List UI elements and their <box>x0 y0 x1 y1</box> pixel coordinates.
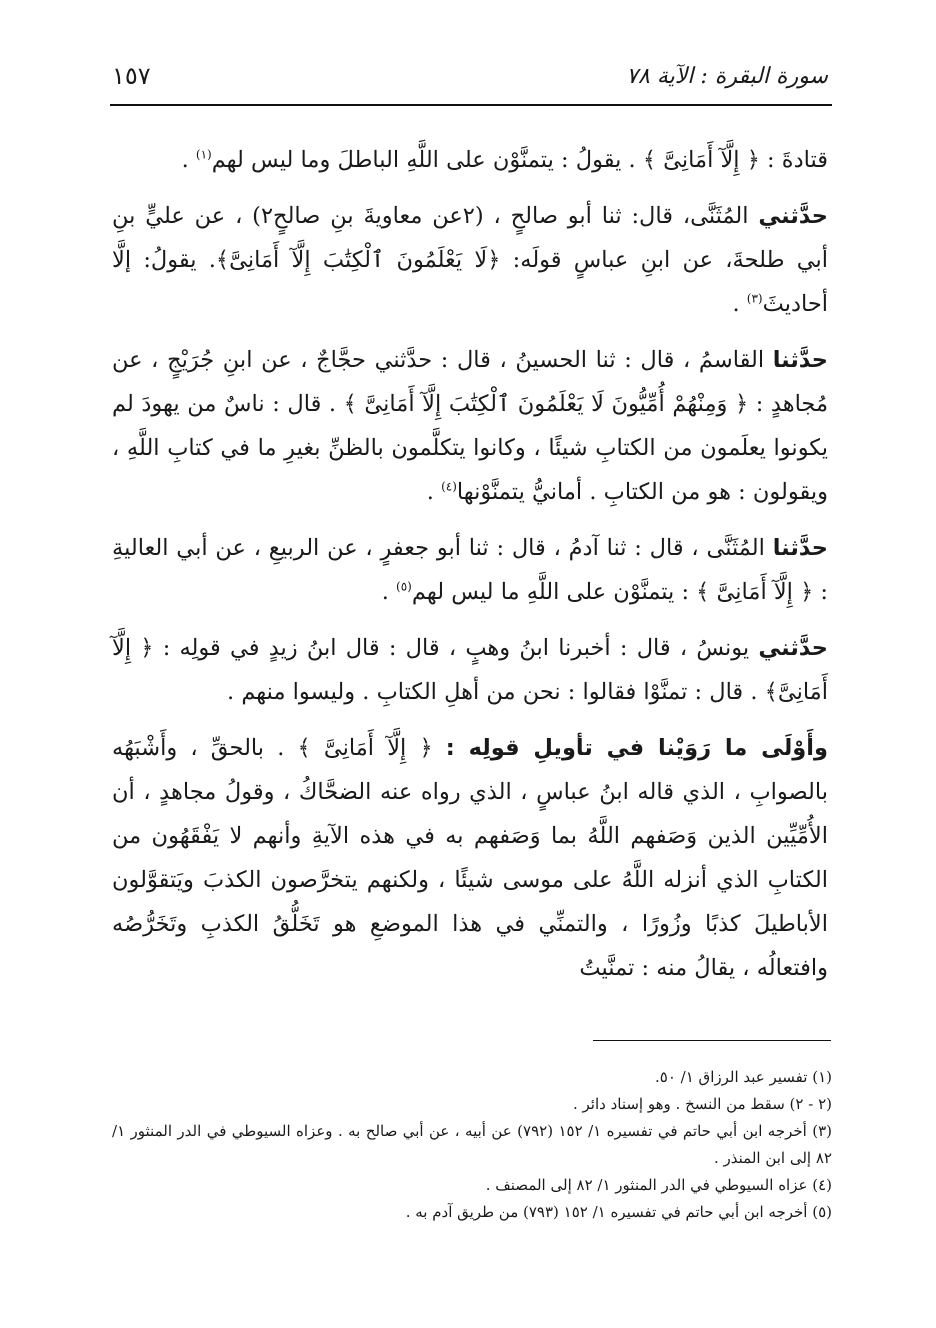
footnote-ref: (١) <box>195 147 212 162</box>
footnote: (١) تفسير عبد الرزاق ١/ ٥٠. <box>654 1068 832 1086</box>
paragraph-text: يونسُ ، قال : أخبرنا ابنُ وهبٍ ، قال : قال ابنُ زيدٍ في قولِه : ﴿ إِلَّآ أَمَانِىَّ﴾ . قال : تمنَّوْا فقالوا : نحن من أهلِ الكتابِ . وليسوا منهم . <box>112 635 828 705</box>
footnote-ref: (٤) <box>441 479 457 494</box>
paragraph-lead: حدَّثني <box>758 635 828 661</box>
paragraph <box>112 726 828 990</box>
paragraph-text: المُثَنَّى، قال: ثنا أبو صالحٍ ، (٢عن معاويةَ بنِ صالحٍ٢) ، عن عليٍّ بنِ أبي طلحةَ، عن ابنِ عباسٍ قولَه: ﴿لَا يَعْلَمُونَ ٱلْكِتَٰبَ إِلَّآ أَمَانِىَّ﴾. يقولُ: إلَّا أحاديثَ <box>112 203 828 317</box>
footnote: (٥) أخرجه ابن أبي حاتم في تفسيره ١/ ١٥٢ (٧٩٣) من طريق آدم به . <box>405 1203 832 1221</box>
paragraph-text: المُثَنَّى ، قال : ثنا آدمُ ، قال : ثنا أبو جعفرٍ ، عن الربيعِ ، عن أبي العاليةِ : ﴿ إِلَّآ أَمَانِىَّ ﴾ : يتمنَّوْن على اللَّهِ ما ليس لهم <box>112 535 828 605</box>
page-number: ١٥٧ <box>112 62 151 90</box>
paragraph <box>112 626 828 714</box>
running-title: سورة البقرة : الآية ٧٨ <box>626 63 828 89</box>
paragraph <box>112 338 828 514</box>
paragraph-lead: حدَّثنا <box>772 535 828 561</box>
footnote: (٣) أخرجه ابن أبي حاتم في تفسيره ١/ ١٥٢ (٧٩٢) عن أبيه ، عن أبي صالح به . وعزاه السيوطي في الدر المنثور ١/ ٨٢ إلى ابن المنذر . <box>112 1122 833 1167</box>
main-text <box>112 138 828 1002</box>
paragraph-end: . <box>426 479 442 505</box>
footnote: (٢ - ٢) سقط من النسخ . وهو إسناد دائر . <box>572 1095 832 1113</box>
footnote-rule <box>593 1040 831 1041</box>
paragraph-text: قتادةَ : ﴿ إِلَّآ أَمَانِىَّ ﴾ . يقولُ : يتمنَّوْن على اللَّهِ الباطلَ وما ليس لهم <box>211 147 828 173</box>
footnotes <box>112 1064 832 1226</box>
paragraph <box>112 194 828 326</box>
header-rule <box>110 104 832 106</box>
paragraph-lead: وأَوْلَى ما رَوَيْنا في تأويلِ قولِه : <box>445 735 828 761</box>
paragraph <box>112 526 828 614</box>
paragraph-lead: حدَّثنا <box>772 347 828 373</box>
page-header <box>112 58 828 94</box>
paragraph <box>112 138 828 182</box>
paragraph-text: القاسمُ ، قال : ثنا الحسينُ ، قال : حدَّثني حجَّاجٌ ، عن ابنِ جُرَيْجٍ ، عن مُجاهدٍ : ﴿ وَمِنْهُمْ أُمِّيُّونَ لَا يَعْلَمُونَ ٱلْكِتَٰبَ إِلَّآ أَمَانِىَّ ﴾ . قال : ناسٌ من يهودَ لم يكونوا يعلَمون من الكتابِ شيئًا ، وكانوا يتكلَّمون بالظنِّ بغيرِ ما في كتابِ اللَّهِ ، ويقولون : هو من الكتابِ . أمانيُّ يتمنَّوْنها <box>112 347 828 505</box>
footnote: (٤) عزاه السيوطي في الدر المنثور ١/ ٨٢ إلى المصنف . <box>485 1176 832 1194</box>
paragraph-end: . <box>381 579 397 605</box>
footnote-ref: (٥) <box>396 579 412 594</box>
footnote-ref: (٣) <box>746 291 763 306</box>
paragraph-lead: حدَّثني <box>758 203 828 229</box>
paragraph-end: . <box>732 291 747 317</box>
paragraph-end: . <box>181 147 196 173</box>
paragraph-text: ﴿ إِلَّآ أَمَانِىَّ ﴾ . بالحقِّ ، وأَشْبَهُه بالصوابِ ، الذي قاله ابنُ عباسٍ ، الذي رواه عنه الضحَّاكُ ، وقولُ مجاهدٍ ، أن الأُمِّيِّين الذين وَصَفهم اللَّهُ بما وَصَفهم به في هذه الآيةِ وأنهم لا يَفْقَهُون من الكتابِ الذي أنزله اللَّهُ على موسى شيئًا ، ولكنهم يتخرَّصون الكذبَ ويَتقوَّلون الأباطيلَ كذبًا وزُورًا ، والتمنِّي في هذا الموضعِ هو تَخَلُّقُ الكذبِ وتَخَرُّصُه وافتعالُه ، يقالُ منه : تمنَّيتُ <box>112 735 828 981</box>
